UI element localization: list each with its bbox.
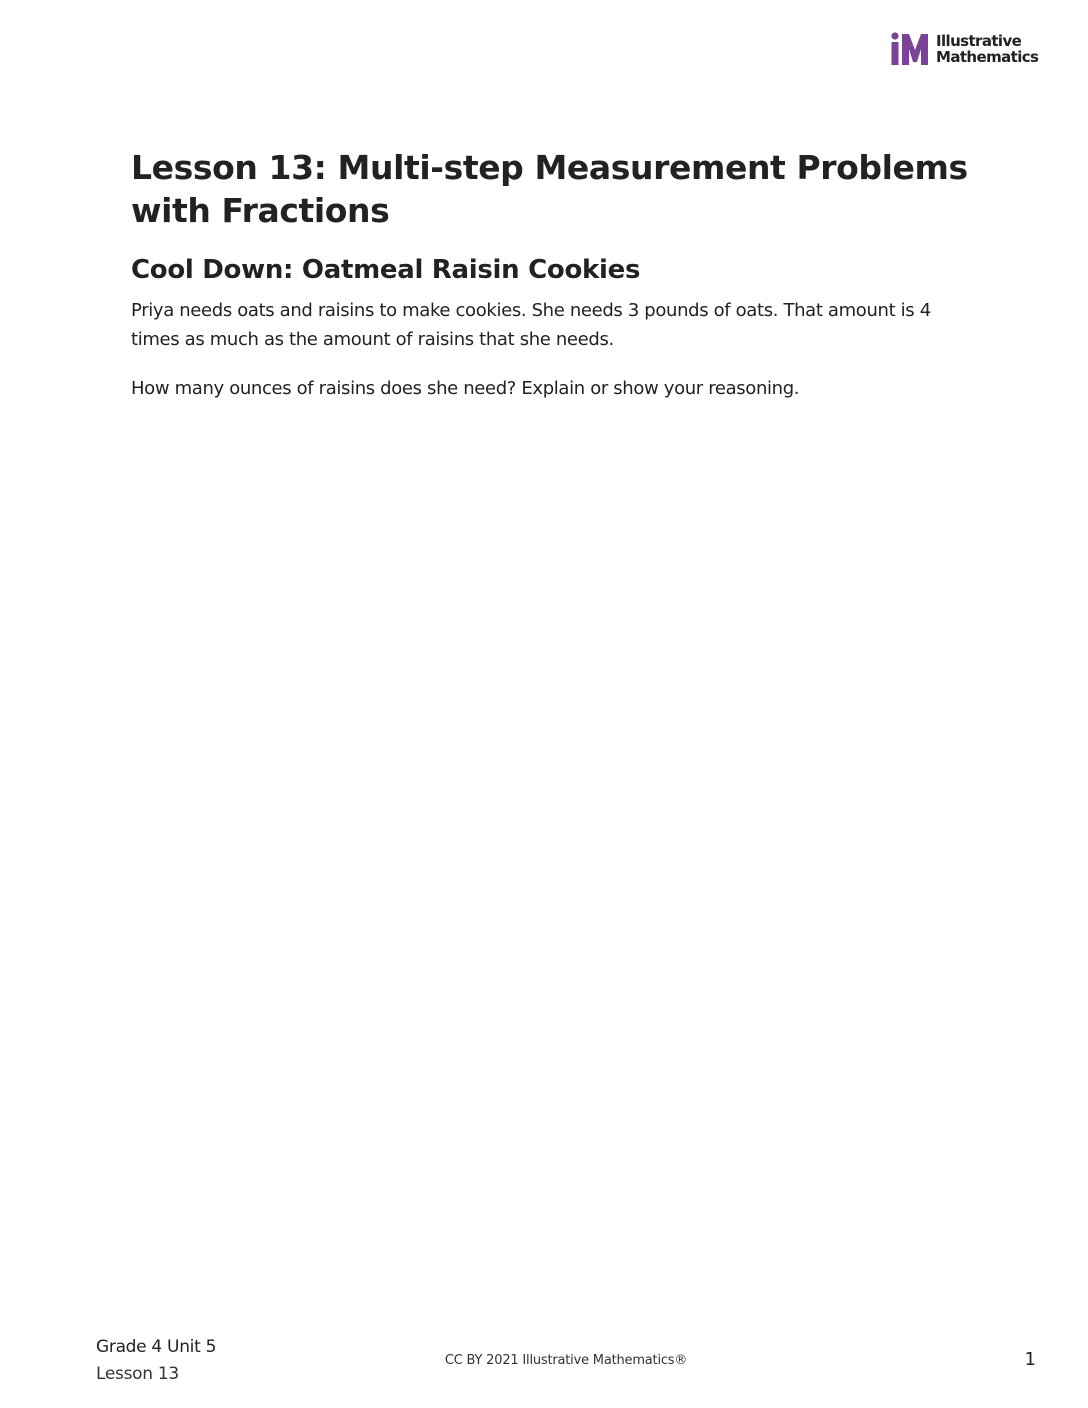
lesson-title: Lesson 13: Multi-step Measurement Problems with Fractions [131,148,968,230]
im-logo-icon [890,32,930,66]
logo-wordmark [936,33,1038,65]
problem-paragraph: Priya needs oats and raisins to make cookies. She needs 3 pounds of oats. That amount is 4 times as much as the amount of raisins that she needs. [131,300,931,350]
page-number: 1 [1024,1349,1036,1370]
section-title: Cool Down: Oatmeal Raisin Cookies [131,255,641,285]
main-content [131,146,971,403]
footer-grade-unit: Grade 4 Unit 5 [96,1337,217,1357]
illustrative-mathematics-logo [890,31,1040,67]
logo-line-1: Illustrative [936,32,1022,50]
footer-lesson: Lesson 13 [96,1364,179,1384]
logo-line-2: Mathematics [936,48,1039,66]
question-paragraph: How many ounces of raisins does she need? Explain or show your reasoning. [131,378,800,399]
footer-copyright: CC BY 2021 Illustrative Mathematics® [444,1353,688,1368]
